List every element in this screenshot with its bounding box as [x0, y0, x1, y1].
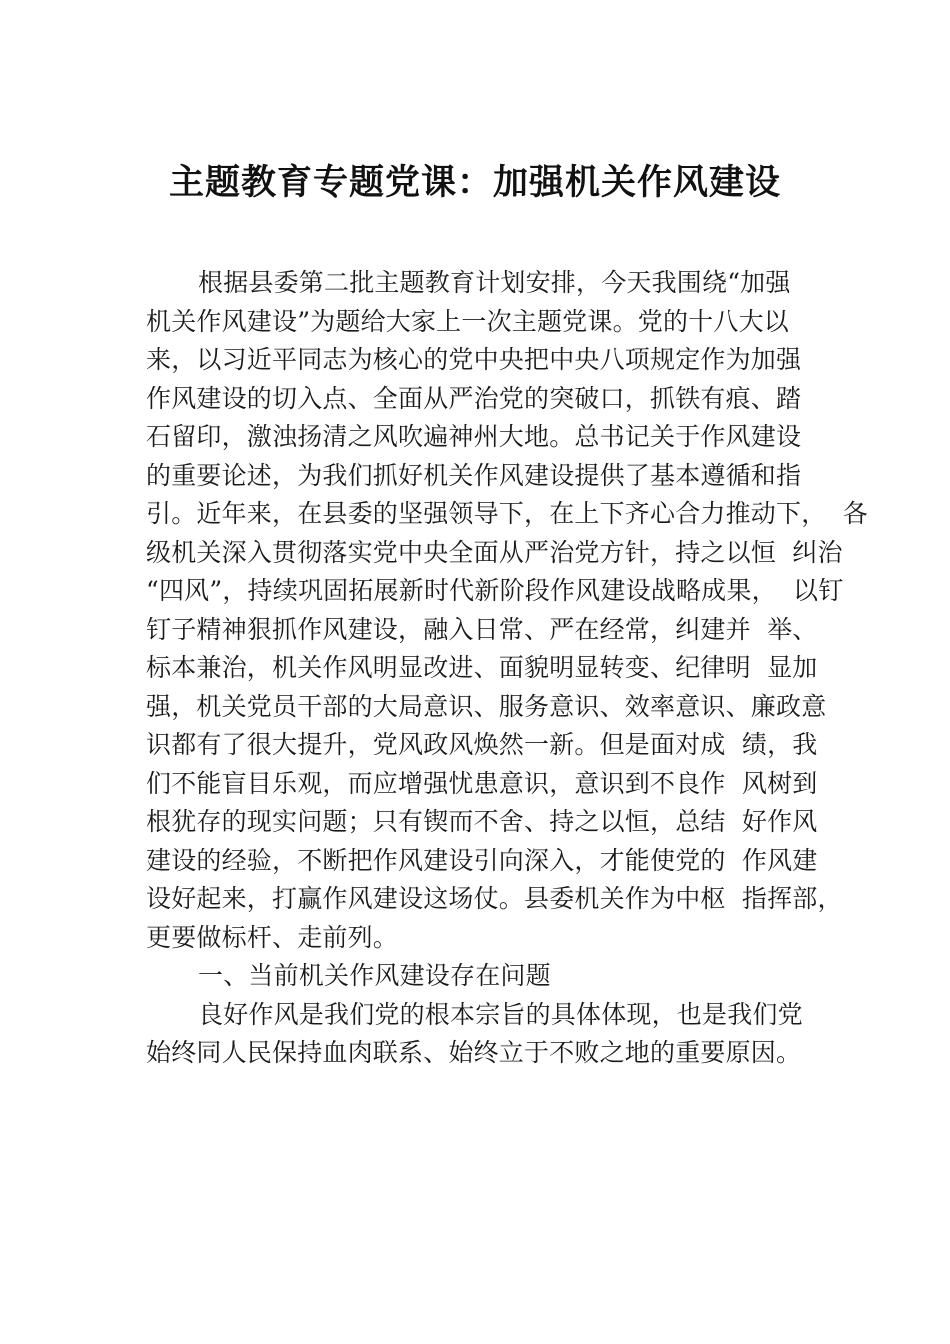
body-line-9: “四风”，持续巩固拓展新时代新阶段作风建设战略成果， 以钉	[146, 576, 844, 605]
body-line-12: 强，机关党员干部的大局意识、服务意识、效率意识、廉政意	[146, 691, 827, 721]
body-line-6: 的重要论述，为我们抓好机关作风建设提供了基本遵循和指	[146, 460, 802, 490]
body-line-13: 识都有了很大提升，党风政风焕然一新。但是面对成 绩，我	[146, 730, 818, 759]
section-heading: 一、当前机关作风建设存在问题	[198, 961, 551, 990]
body-line-18: 更要做标杆、走前列。	[146, 922, 399, 952]
body-line-3: 来，以习近平同志为核心的党中央把中央八项规定作为加强	[146, 345, 802, 374]
body-line-1: 根据县委第二批主题教育计划安排，今天我围绕“加强	[198, 268, 791, 297]
body-line-16: 建设的经验，不断把作风建设引向深入，才能使党的 作风建	[146, 845, 818, 875]
body-line-11: 标本兼治，机关作风明显改进、面貌明显转变、纪律明 显加	[146, 653, 818, 682]
body-line-5: 石留印，激浊扬清之风吹遍神州大地。总书记关于作风建设	[146, 422, 802, 451]
body-line-15: 根犹存的现实问题；只有锲而不舍、持之以恒，总结 好作风	[146, 807, 818, 836]
body-line-17: 设好起来，打赢作风建设这场仗。县委机关作为中枢 指挥部，	[146, 884, 843, 913]
body-line-10: 钉子精神狠抓作风建设，融入日常、严在经常，纠建并 举、	[146, 614, 818, 644]
document-body	[146, 264, 868, 1073]
body-line-20: 良好作风是我们党的根本宗旨的具体体现，也是我们党	[198, 999, 803, 1029]
document-title: 主题教育专题党课：加强机关作风建设	[168, 162, 781, 203]
body-line-21: 始终同人民保持血肉联系、始终立于不败之地的重要原因。	[146, 1038, 802, 1067]
body-line-14: 们不能盲目乐观，而应增强忧患意识，意识到不良作 风树到	[146, 768, 818, 798]
body-line-2: 机关作风建设”为题给大家上一次主题党课。党的十八大以	[146, 306, 789, 336]
body-line-7: 引。近年来，在县委的坚强领导下，在上下齐心合力推动下， 各	[146, 499, 868, 528]
body-line-4: 作风建设的切入点、全面从严治党的突破口，抓铁有痕、踏	[146, 383, 802, 413]
body-line-8: 级机关深入贯彻落实党中央全面从严治党方针，持之以恒 纠治	[146, 537, 843, 567]
